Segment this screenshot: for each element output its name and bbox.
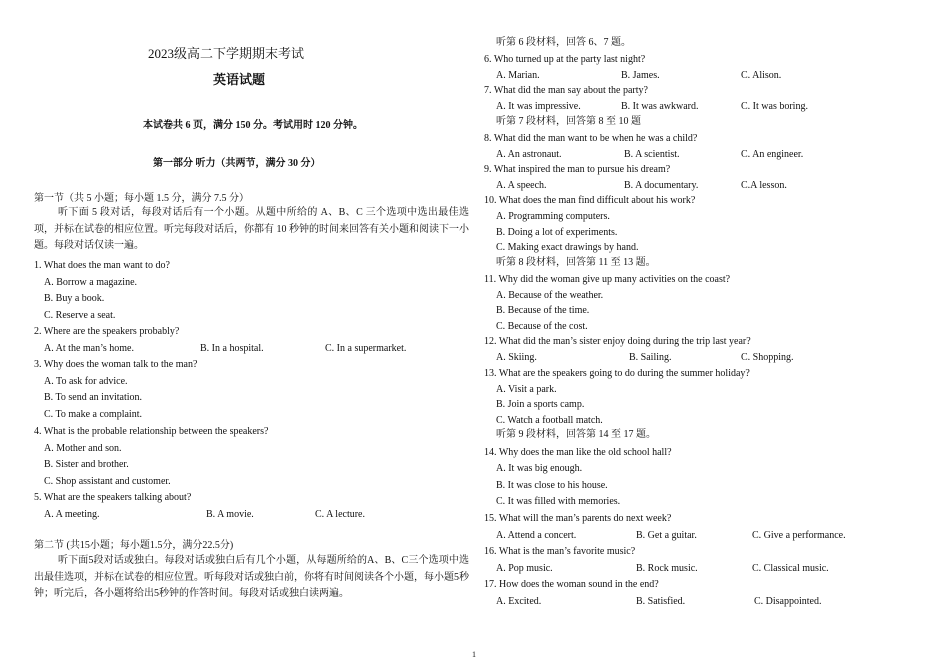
- q2-option-b: B. In a hospital.: [200, 343, 264, 354]
- q12-option-c: C. Shopping.: [741, 352, 794, 363]
- part1-title: 第一部分 听力（共两节，满分 30 分）: [153, 158, 321, 169]
- q11-stem: 11. Why did the woman give up many activities on the coast?: [484, 274, 731, 285]
- q1-option-a: A. Borrow a magazine.: [44, 277, 138, 288]
- exam-title: 2023级高二下学期期末考试: [148, 46, 305, 61]
- q3-option-b: B. To send an invitation.: [44, 392, 142, 403]
- q10-option-b: B. Doing a lot of experiments.: [496, 227, 618, 238]
- q8-option-c: C. An engineer.: [741, 149, 804, 160]
- q17-option-b: B. Satisfied.: [636, 596, 686, 607]
- q11-option-b: B. Because of the time.: [496, 305, 590, 316]
- q11-option-a: A. Because of the weather.: [496, 290, 604, 301]
- q15-option-c: C. Give a performance.: [752, 530, 846, 541]
- q9-option-b: B. A documentary.: [624, 180, 699, 191]
- q14-option-c: C. It was filled with memories.: [496, 496, 621, 507]
- q13-stem: 13. What are the speakers going to do during the summer holiday?: [484, 368, 750, 379]
- q5-option-c: C. A lecture.: [315, 509, 365, 520]
- q1-option-c: C. Reserve a seat.: [44, 310, 116, 321]
- q2-option-a: A. At the man’s home.: [44, 343, 134, 354]
- q9-option-a: A. A speech.: [496, 180, 547, 191]
- section1-instructions: 听下面 5 段对话，每段对话后有一个小题。从题中所给的 A、B、C 三个选项中选出最佳选项，并标在试卷的相应位置。听完每段对话后，你都有 10 秒钟的时间来回答有关小题和阅读下一小题。每段对话仅读一遍。: [34, 207, 469, 251]
- q14-option-b: B. It was close to his house.: [496, 480, 608, 491]
- section1-title: 第一节（共 5 小题；每小题 1.5 分，满分 7.5 分）: [34, 193, 249, 204]
- q14-option-a: A. It was big enough.: [496, 463, 583, 474]
- q17-stem: 17. How does the woman sound in the end?: [484, 579, 659, 590]
- exam-subtitle: 英语试题: [213, 72, 266, 87]
- q7-stem: 7. What did the man say about the party?: [484, 85, 648, 96]
- q9-option-c: C.A lesson.: [741, 180, 787, 191]
- q6-option-b: B. James.: [621, 70, 660, 81]
- q7-option-a: A. It was impressive.: [496, 101, 581, 112]
- q15-stem: 15. What will the man’s parents do next week?: [484, 513, 672, 524]
- q13-option-b: B. Join a sports camp.: [496, 399, 585, 410]
- q2-option-c: C. In a supermarket.: [325, 343, 407, 354]
- q6-option-a: A. Marian.: [496, 70, 540, 81]
- q7-option-b: B. It was awkward.: [621, 101, 699, 112]
- exam-info: 本试卷共 6 页，满分 150 分。考试用时 120 分钟。: [143, 120, 363, 131]
- q5-option-b: B. A movie.: [206, 509, 254, 520]
- q17-option-c: C. Disappointed.: [754, 596, 822, 607]
- q5-stem: 5. What are the speakers talking about?: [34, 492, 192, 503]
- q16-option-c: C. Classical music.: [752, 563, 829, 574]
- q14-stem: 14. Why does the man like the old school hall?: [484, 447, 672, 458]
- q16-option-a: A. Pop music.: [496, 563, 553, 574]
- q17-option-a: A. Excited.: [496, 596, 542, 607]
- q8-stem: 8. What did the man want to be when he was a child?: [484, 133, 698, 144]
- q4-option-c: C. Shop assistant and customer.: [44, 476, 171, 487]
- q10-stem: 10. What does the man find difficult about his work?: [484, 195, 696, 206]
- q6-option-c: C. Alison.: [741, 70, 782, 81]
- q6-stem: 6. Who turned up at the party last night?: [484, 54, 646, 65]
- q8-option-b: B. A scientist.: [624, 149, 680, 160]
- q5-option-a: A. A meeting.: [44, 509, 100, 520]
- q10-option-c: C. Making exact drawings by hand.: [496, 242, 639, 253]
- q12-option-b: B. Sailing.: [629, 352, 672, 363]
- q4-option-b: B. Sister and brother.: [44, 459, 129, 470]
- q3-option-c: C. To make a complaint.: [44, 409, 142, 420]
- q16-option-b: B. Rock music.: [636, 563, 698, 574]
- q1-stem: 1. What does the man want to do?: [34, 260, 170, 271]
- section2-instructions: 听下面5段对话或独白。每段对话或独白后有几个小题，从每题所给的A、B、C三个选项中选出最佳选项，并标在试卷的相应位置。听每段对话或独白前，你将有时间阅读各个小题，每小题5秒钟；听完后，各小题将给出5秒钟的作答时间。每段对话或独白读两遍。: [34, 555, 469, 599]
- q3-stem: 3. Why does the woman talk to the man?: [34, 359, 198, 370]
- q15-option-a: A. Attend a concert.: [496, 530, 577, 541]
- q4-option-a: A. Mother and son.: [44, 443, 122, 454]
- q16-stem: 16. What is the man’s favorite music?: [484, 546, 636, 557]
- q7-option-c: C. It was boring.: [741, 101, 808, 112]
- q13-option-a: A. Visit a park.: [496, 384, 557, 395]
- q12-stem: 12. What did the man’s sister enjoy doing during the trip last year?: [484, 336, 751, 347]
- q12-option-a: A. Skiing.: [496, 352, 537, 363]
- material-9-heading: 听第 9 段材料，回答第 14 至 17 题。: [496, 429, 656, 440]
- section2-title: 第二节 (共15小题；每小题1.5分，满分22.5分): [34, 540, 234, 551]
- q13-option-c: C. Watch a football match.: [496, 415, 603, 426]
- q15-option-b: B. Get a guitar.: [636, 530, 697, 541]
- page-number: 1: [472, 650, 476, 659]
- material-6-heading: 听第 6 段材料，回答 6、7 题。: [496, 37, 631, 48]
- material-7-heading: 听第 7 段材料，回答第 8 至 10 题: [496, 116, 641, 127]
- q2-stem: 2. Where are the speakers probably?: [34, 326, 180, 337]
- q3-option-a: A. To ask for advice.: [44, 376, 128, 387]
- q4-stem: 4. What is the probable relationship between the speakers?: [34, 426, 269, 437]
- q10-option-a: A. Programming computers.: [496, 211, 610, 222]
- q8-option-a: A. An astronaut.: [496, 149, 562, 160]
- material-8-heading: 听第 8 段材料，回答第 11 至 13 题。: [496, 257, 656, 268]
- q1-option-b: B. Buy a book.: [44, 293, 105, 304]
- q11-option-c: C. Because of the cost.: [496, 321, 588, 332]
- q9-stem: 9. What inspired the man to pursue his dream?: [484, 164, 671, 175]
